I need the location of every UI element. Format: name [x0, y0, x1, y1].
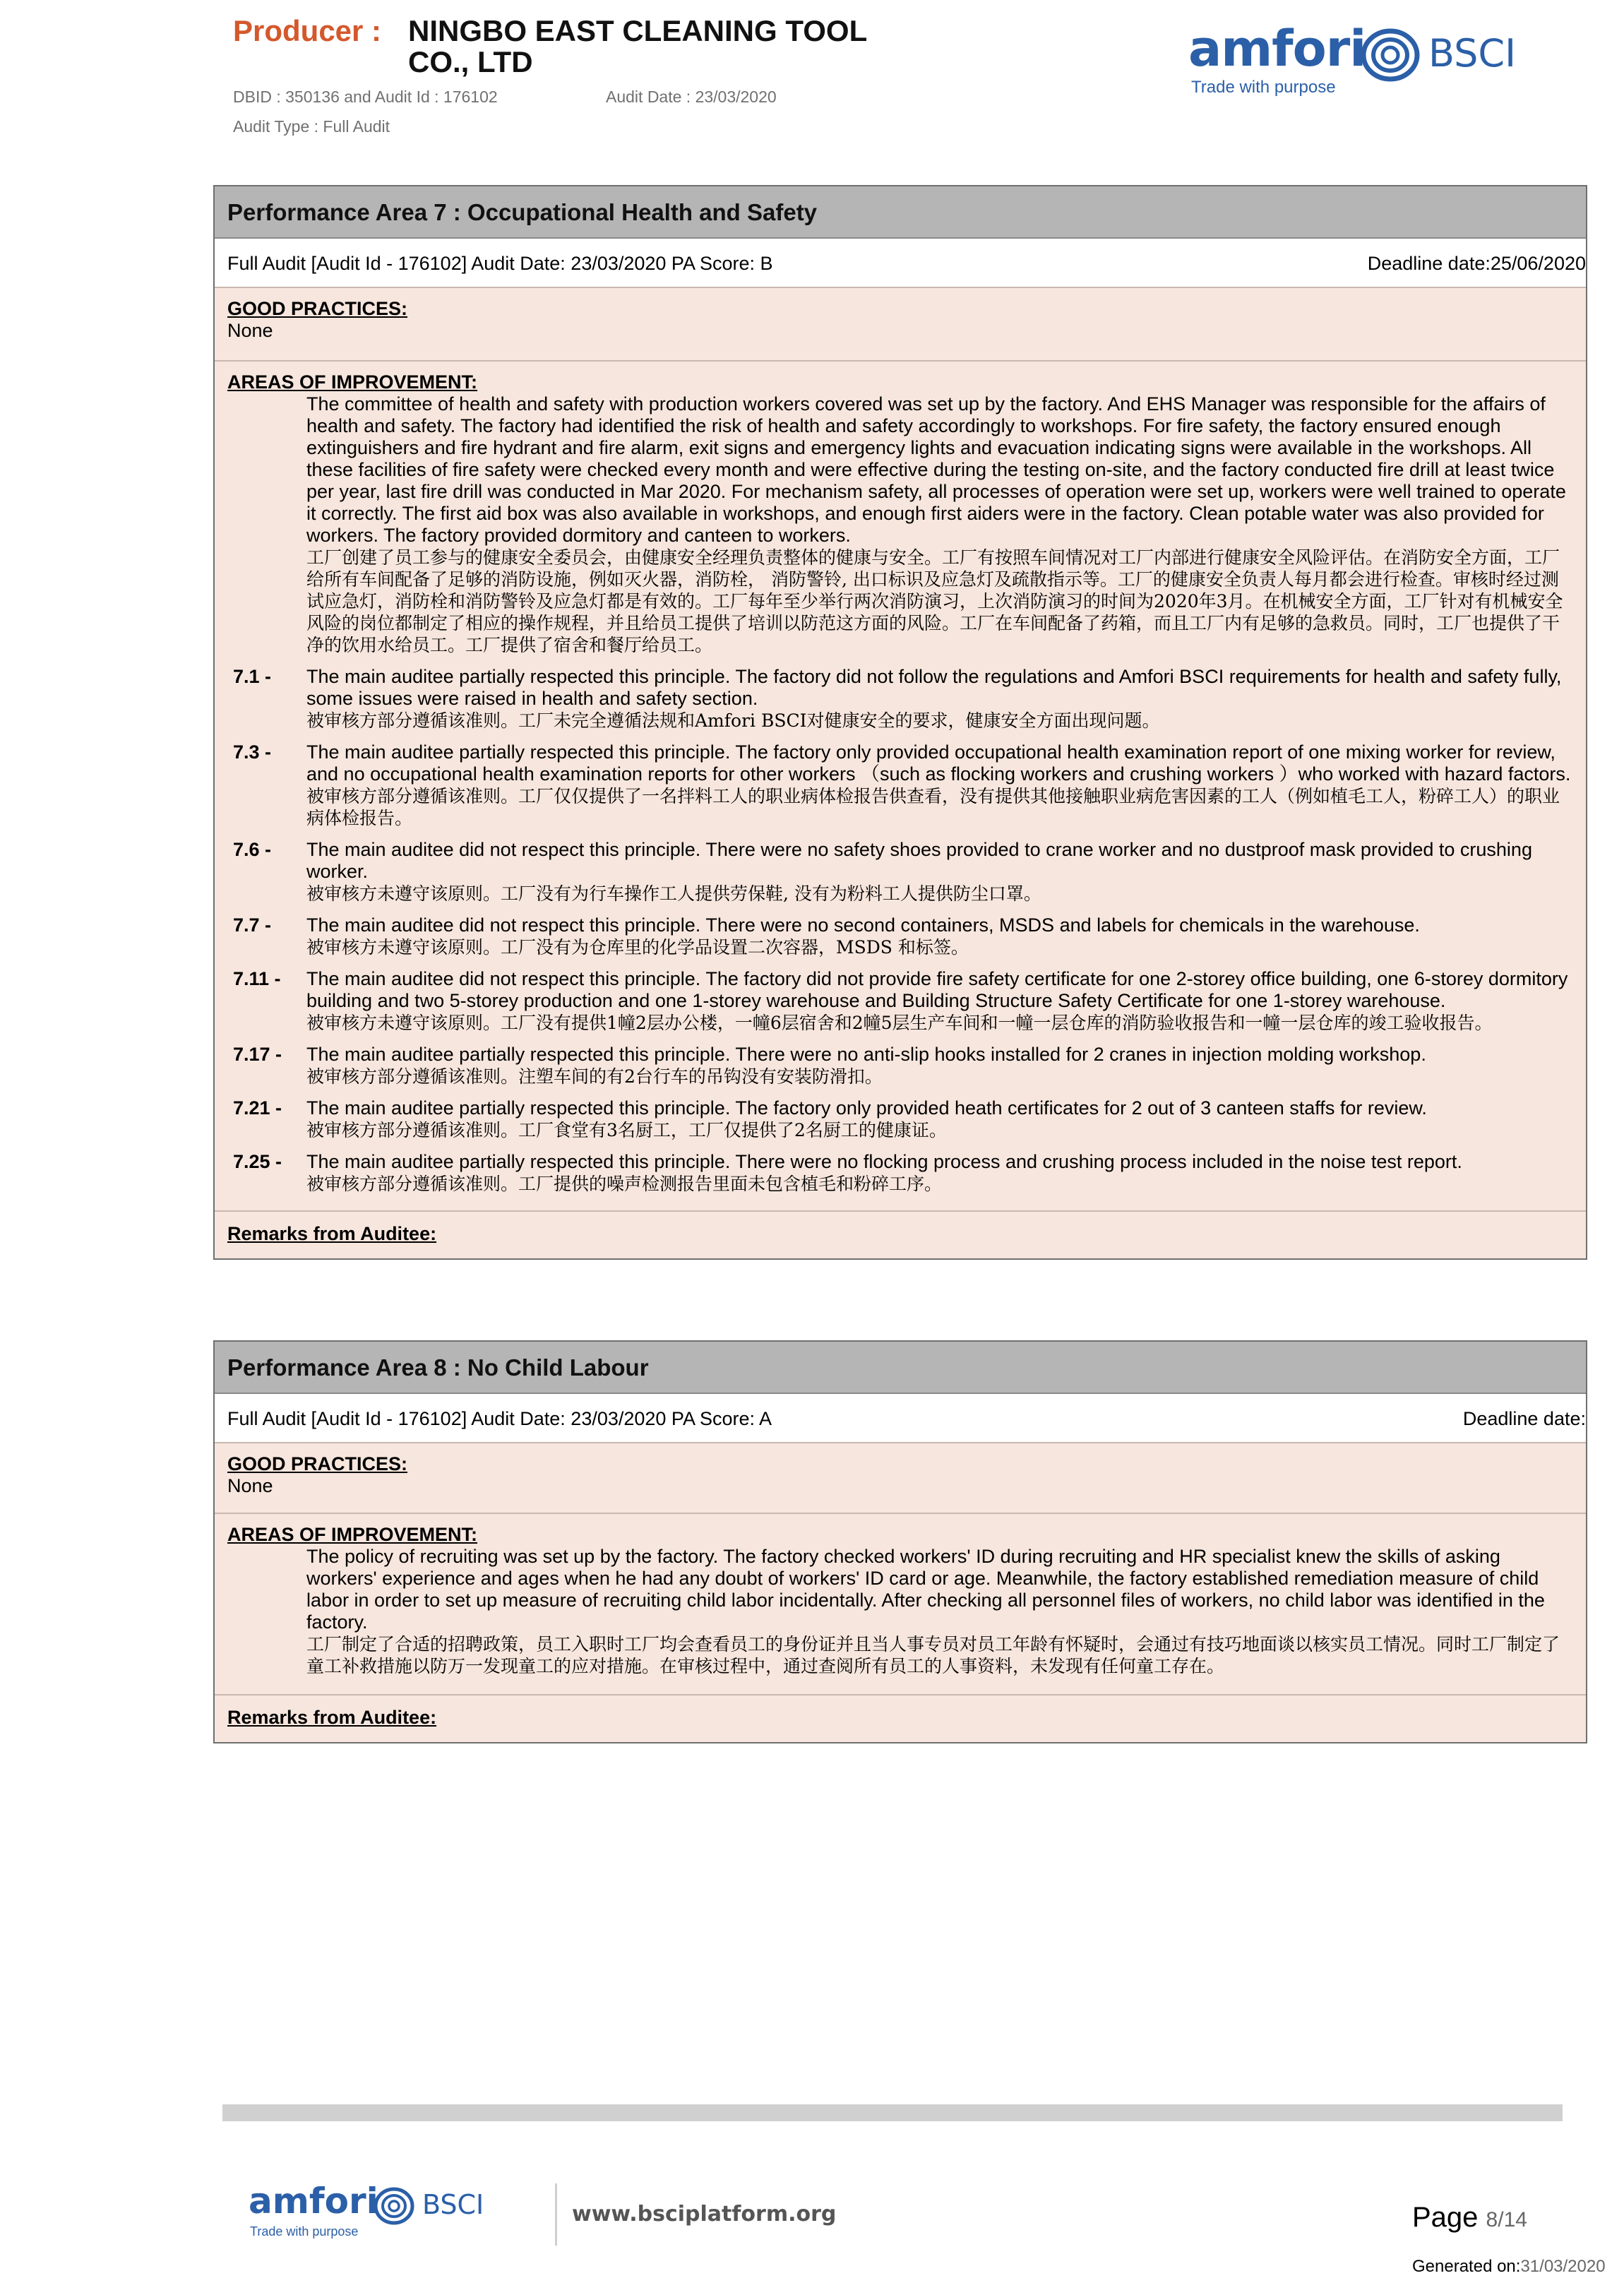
pa7-deadline: Deadline date:25/06/2020 — [1367, 253, 1586, 274]
pa8-intro-en: The policy of recruiting was set up by the factory. The factory checked workers' ID during recruiting and HR specialist knew the skills of asking workers' experience and ages when he had any doubt of workers' ID card or age. Meanwhile, the factory established remediation measure of child labor in order to set up measure of recruiting child labor incidentally. After checking all personnel files of workers, no child labor was identified in the factory. — [306, 1546, 1545, 1633]
pa7-intro-zh: 工厂创建了员工参与的健康安全委员会，由健康安全经理负责整体的健康与安全。工厂有按照车间情况对工厂内部进行健康安全风险评估。在消防安全方面，工厂给所有车间配备了足够的消防设施，例如灭火器，消防栓， 消防警铃, 出口标识及应急灯及疏散指示等。工厂的健康安全负责人每月都会进行检查。审核时经过测试应急灯，消防栓和消防警铃及应急灯都是有效的。工厂每年至少举行两次消防演习，上次消防演习的时间为2020年3月。在机械安全方面，工厂针对有机械安全风险的岗位都制定了相应的操作规程，并且给员工提供了培训以防范这方面的风险。工厂在车间配备了药箱，而且工厂内有足够的急救员。同时，工厂也提供了干净的饮用水给员工。工厂提供了宿舍和餐厅给员工。 — [306, 547, 1563, 655]
finding-text — [306, 914, 1573, 958]
finding-text — [306, 1044, 1573, 1087]
finding-text-zh: 被审核方未遵守该原则。工厂没有提供1幢2层办公楼，一幢6层宿舍和2幢5层生产车间和一幢一层仓库的消防验收报告和一幢一层仓库的竣工验收报告。 — [306, 1013, 1493, 1033]
producer-name-line1: NINGBO EAST CLEANING TOOL — [408, 14, 868, 47]
finding-text-en: The main auditee partially respected this principle. There were no flocking process and crushing process included in the noise test report. — [306, 1151, 1462, 1172]
finding-text-zh: 被审核方未遵守该原则。工厂没有为行车操作工人提供劳保鞋, 没有为粉料工人提供防尘口罩。 — [306, 883, 1041, 904]
pa8-deadline: Deadline date: — [1462, 1408, 1586, 1429]
pa8-subtitle: Full Audit [Audit Id - 176102] Audit Date: 23/03/2020 PA Score: A — [227, 1408, 772, 1429]
page-number: 8/14 — [1486, 2208, 1527, 2231]
finding-item — [227, 839, 1573, 905]
finding-text-zh: 被审核方部分遵循该准则。工厂未完全遵循法规和Amfori BSCI对健康安全的要求，健康安全方面出现问题。 — [306, 710, 1160, 731]
finding-item — [227, 666, 1573, 732]
pa8-good-practices-value: None — [227, 1475, 273, 1496]
footer-amfori-ring-icon — [373, 2186, 415, 2226]
logo-bsci: BSCI — [1428, 31, 1517, 76]
pa8-subtitle-row — [215, 1394, 1586, 1443]
finding-text-zh: 被审核方部分遵循该准则。工厂食堂有3名厨工，工厂仅提供了2名厨工的健康证。 — [306, 1120, 947, 1140]
pa7-good-practices-label: GOOD PRACTICES: — [227, 298, 408, 319]
finding-text — [306, 666, 1573, 732]
pa8-good-practices — [215, 1443, 1586, 1514]
pa8-intro-zh: 工厂制定了合适的招聘政策，员工入职时工厂均会查看员工的身份证并且当人事专员对员工年龄有怀疑时，会通过有技巧地面谈以核实员工情况。同时工厂制定了童工补救措施以防万一发现童工的应对措施。在审核过程中，通过查阅所有员工的人事资料，未发现有任何童工存在。 — [306, 1634, 1560, 1676]
finding-item — [227, 1151, 1573, 1195]
finding-text — [306, 839, 1573, 905]
finding-item — [227, 1044, 1573, 1087]
finding-number: 7.25 - — [233, 1151, 282, 1172]
logo-tagline: Trade with purpose — [1191, 78, 1336, 97]
page-label: Page — [1412, 2202, 1479, 2233]
amfori-logo — [1188, 20, 1517, 103]
finding-text — [306, 968, 1573, 1034]
pa7-title: Performance Area 7 : Occupational Health and Safety — [215, 186, 1586, 239]
website-link[interactable]: www.bsciplatform.org — [572, 2202, 837, 2227]
pa7-intro — [306, 393, 1573, 656]
finding-text-zh: 被审核方部分遵循该准则。注塑车间的有2台行车的吊钩没有安装防滑扣。 — [306, 1066, 883, 1087]
pa7-subtitle: Full Audit [Audit Id - 176102] Audit Date: 23/03/2020 PA Score: B — [227, 253, 773, 274]
finding-item — [227, 968, 1573, 1034]
finding-text-zh: 被审核方未遵守该原则。工厂没有为仓库里的化学品设置二次容器，MSDS 和标签。 — [306, 937, 969, 958]
finding-text — [306, 1151, 1573, 1195]
footer-logo-bsci: BSCI — [422, 2189, 484, 2220]
footer-logo-tagline: Trade with purpose — [250, 2224, 359, 2239]
pa7-areas-of-improvement — [215, 362, 1586, 1212]
pa7-intro-en: The committee of health and safety with production workers covered was set up by the factory. And EHS Manager was responsible for the affairs of health and safety. The factory had identified the risk of health and safety accordingly to workshops. For fire safety, the factory ensured enough extinguishers and fire hydrant and fire alarm, exit signs and emergency lights and evacuation indicating signs were available in the workshops. All these facilities of fire safety were checked every month and were effective during the testing on-site, and the factory conducted fire drill at least twice per year, last fire drill was conducted in Mar 2020. For mechanism safety, all processes of operation were set up, workers were well trained to operate it correctly. The first aid box was also available in workshops, and enough first aiders were in the factory. Clean potable water was also provided for workers. The factory provided dormitory and canteen to workers. — [306, 393, 1566, 546]
finding-text-en: The main auditee partially respected this principle. There were no anti-slip hooks installed for 2 cranes in injection molding workshop. — [306, 1044, 1426, 1065]
pa8-areas-of-improvement — [215, 1514, 1586, 1695]
finding-item — [227, 914, 1573, 958]
footer-bar — [222, 2104, 1563, 2121]
finding-item — [227, 741, 1573, 829]
finding-number: 7.3 - — [233, 741, 272, 763]
finding-item — [227, 1097, 1573, 1141]
pa8-areas-label: AREAS OF IMPROVEMENT: — [227, 1524, 478, 1545]
finding-number: 7.6 - — [233, 839, 272, 860]
footer-divider — [555, 2183, 557, 2246]
pa7-good-practices — [215, 288, 1586, 362]
finding-number: 7.1 - — [233, 666, 272, 687]
producer-label: Producer : — [233, 14, 382, 47]
finding-text — [306, 1097, 1573, 1141]
audit-type-text: Audit Type : Full Audit — [233, 117, 390, 136]
performance-area-7 — [213, 185, 1587, 1260]
finding-text-en: The main auditee partially respected this principle. The factory did not follow the regulations and Amfori BSCI requirements for health and safety fully, some issues were raised in health and safety section. — [306, 666, 1562, 709]
performance-area-8 — [213, 1340, 1587, 1743]
finding-text-zh: 被审核方部分遵循该准则。工厂仅仅提供了一名拌料工人的职业病体检报告供查看，没有提供其他接触职业病危害因素的工人（例如植毛工人，粉碎工人）的职业病体检报告。 — [306, 786, 1560, 828]
pa7-findings-list — [227, 666, 1573, 1195]
footer-logo-word: amfori — [249, 2181, 378, 2222]
pa8-good-practices-label: GOOD PRACTICES: — [227, 1453, 408, 1474]
finding-text-en: The main auditee partially respected this principle. The factory only provided occupational health examination report of one mixing worker for review, and no occupational health examination reports for other workers （such as flocking workers and crushing workers ）who worked with hazard factors. — [306, 741, 1571, 785]
finding-text-en: The main auditee partially respected this principle. The factory only provided heath certificates for 2 out of 3 canteen staffs for review. — [306, 1097, 1427, 1119]
finding-number: 7.17 - — [233, 1044, 282, 1065]
finding-text-zh: 被审核方部分遵循该准则。工厂提供的噪声检测报告里面未包含植毛和粉碎工序。 — [306, 1174, 943, 1194]
pa8-remarks — [215, 1695, 1586, 1742]
pa7-areas-label: AREAS OF IMPROVEMENT: — [227, 371, 478, 393]
dbid-text: DBID : 350136 and Audit Id : 176102 — [233, 88, 498, 106]
pa8-intro — [306, 1546, 1573, 1677]
finding-text-en: The main auditee did not respect this principle. There were no second containers, MSDS and labels for chemicals in the warehouse. — [306, 914, 1420, 936]
pa7-remarks-label: Remarks from Auditee: — [227, 1223, 437, 1244]
pa8-title: Performance Area 8 : No Child Labour — [215, 1342, 1586, 1394]
generated-on — [1412, 2257, 1606, 2277]
pa7-subtitle-row — [215, 239, 1586, 288]
finding-number: 7.11 - — [233, 968, 281, 989]
footer-amfori-logo — [249, 2183, 489, 2247]
amfori-ring-icon — [1361, 28, 1420, 82]
generated-label: Generated on: — [1412, 2257, 1521, 2276]
generated-date: 31/03/2020 — [1520, 2257, 1606, 2276]
logo-word: amfori — [1188, 20, 1366, 78]
finding-text-en: The main auditee did not respect this principle. There were no safety shoes provided to crane worker and no dustproof mask provided to crushing worker. — [306, 839, 1532, 882]
page-indicator — [1412, 2202, 1527, 2234]
finding-number: 7.21 - — [233, 1097, 282, 1119]
pa7-good-practices-value: None — [227, 320, 273, 341]
producer-name — [408, 16, 867, 78]
finding-text-en: The main auditee did not respect this principle. The factory did not provide fire safety certificate for one 2-storey office building, one 6-storey dormitory building and two 5-storey production and one 1-storey warehouse and Building Structure Safety Certificate for one 1-storey warehouse. — [306, 968, 1568, 1011]
pa7-remarks — [215, 1212, 1586, 1258]
pa8-remarks-label: Remarks from Auditee: — [227, 1707, 437, 1728]
finding-text — [306, 741, 1573, 829]
finding-number: 7.7 - — [233, 914, 272, 936]
producer-name-line2: CO., LTD — [408, 45, 533, 78]
audit-date-text: Audit Date : 23/03/2020 — [606, 88, 777, 106]
